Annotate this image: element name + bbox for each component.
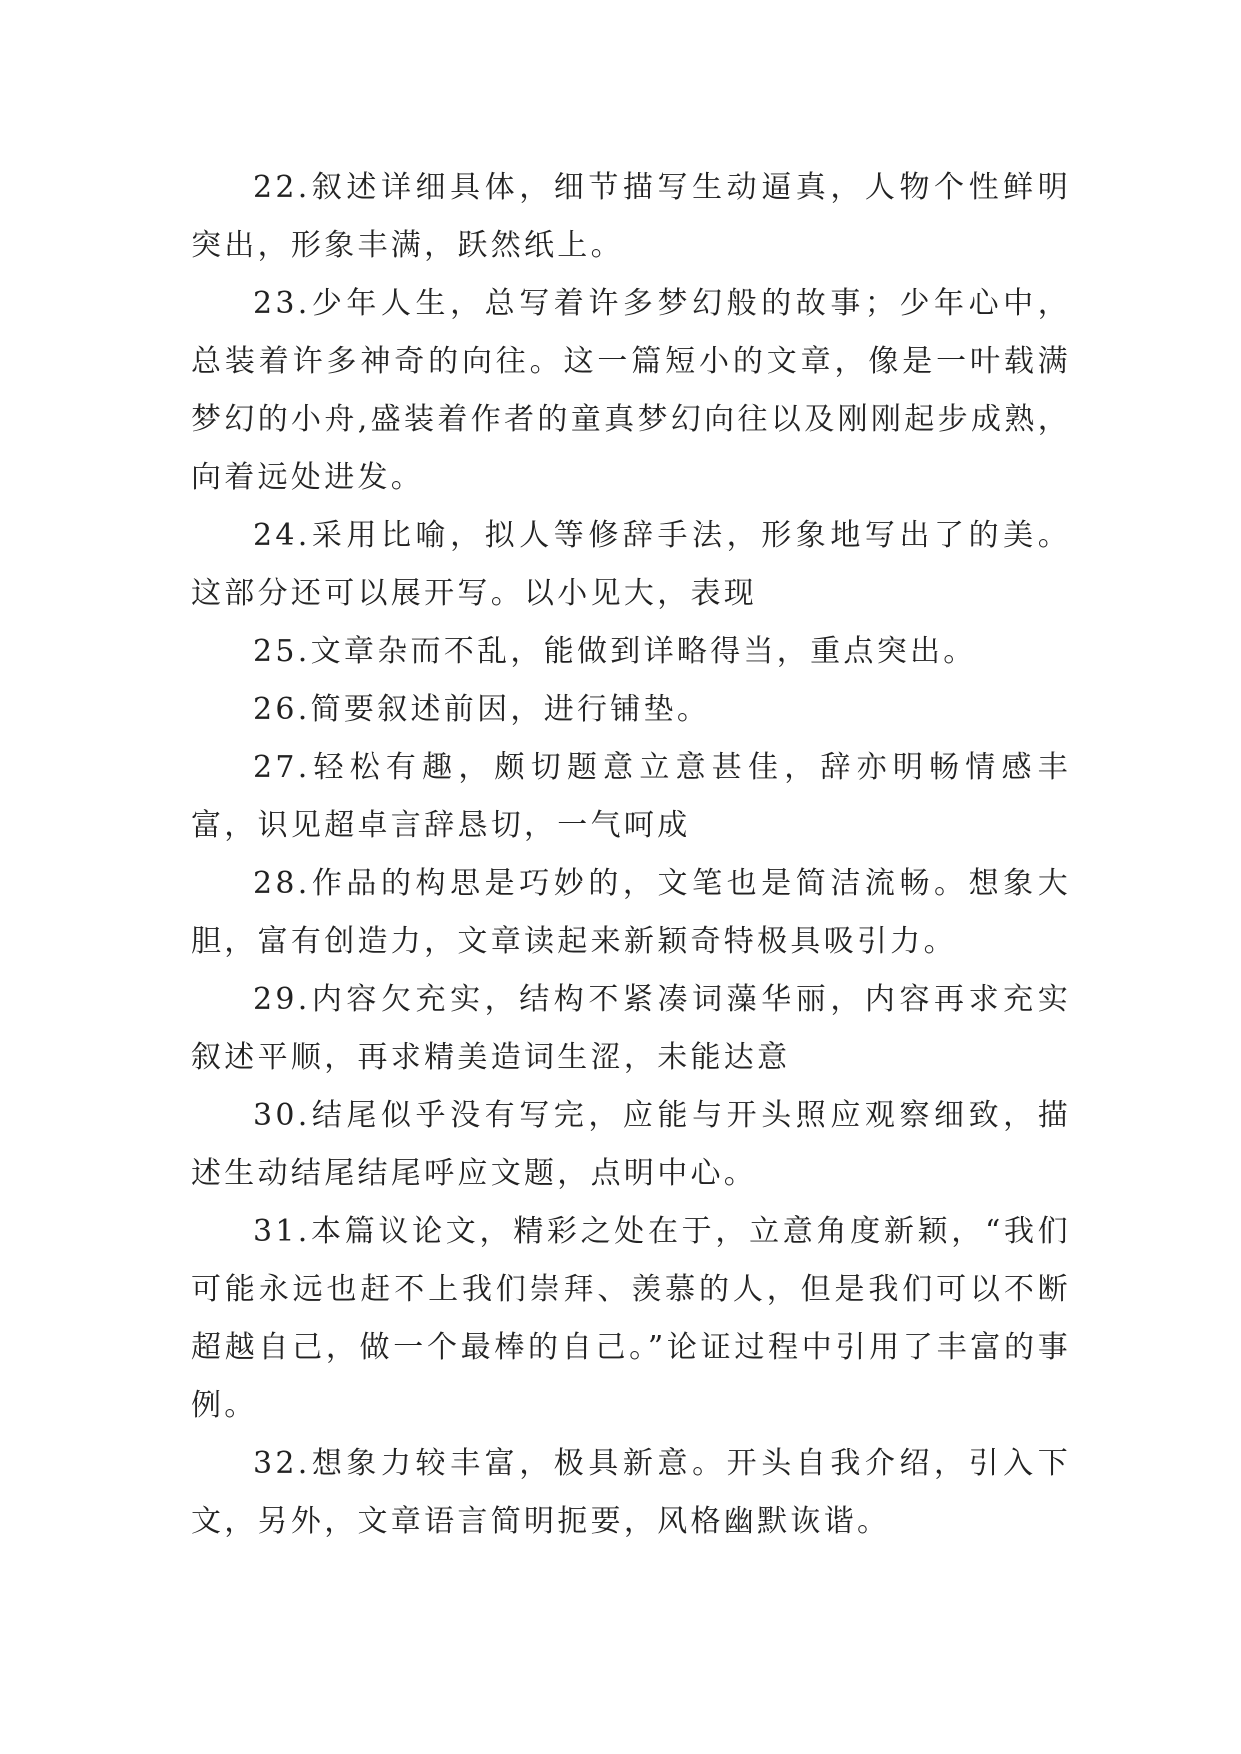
paragraph-28: 28.作品的构思是巧妙的，文笔也是简洁流畅。想象大胆，富有创造力，文章读起来新颖奇特极具吸引力。: [191, 866, 1071, 959]
document-body: [191, 159, 1071, 1551]
paragraph-22: 22.叙述详细具体，细节描写生动逼真，人物个性鲜明突出，形象丰满，跃然纸上。: [191, 170, 1071, 263]
paragraph-27: 27.轻松有趣，颇切题意立意甚佳，辞亦明畅情感丰富，识见超卓言辞恳切，一气呵成: [191, 750, 1071, 843]
paragraph-26: 26.简要叙述前因，进行铺垫。: [253, 692, 711, 727]
paragraph-30: 30.结尾似乎没有写完，应能与开头照应观察细致，描述生动结尾结尾呼应文题，点明中心。: [191, 1098, 1071, 1191]
paragraph-23: 23.少年人生，总写着许多梦幻般的故事；少年心中，总装着许多神奇的向往。这一篇短小的文章，像是一叶载满梦幻的小舟,盛装着作者的童真梦幻向往以及刚刚起步成熟，向着远处进发。: [191, 286, 1071, 495]
paragraph-29: 29.内容欠充实，结构不紧凑词藻华丽，内容再求充实叙述平顺，再求精美造词生涩，未能达意: [191, 982, 1071, 1075]
paragraph-32: 32.想象力较丰富，极具新意。开头自我介绍，引入下文，另外，文章语言简明扼要，风格幽默诙谐。: [191, 1446, 1071, 1539]
paragraph-31: 31.本篇议论文，精彩之处在于，立意角度新颖，“我们可能永远也赶不上我们崇拜、羡慕的人，但是我们可以不断超越自己，做一个最棒的自己。”论证过程中引用了丰富的事例。: [191, 1214, 1071, 1423]
paragraph-25: 25.文章杂而不乱，能做到详略得当，重点突出。: [253, 634, 977, 669]
paragraph-24: 24.采用比喻，拟人等修辞手法，形象地写出了的美。这部分还可以展开写。以小见大，表现: [191, 518, 1071, 611]
